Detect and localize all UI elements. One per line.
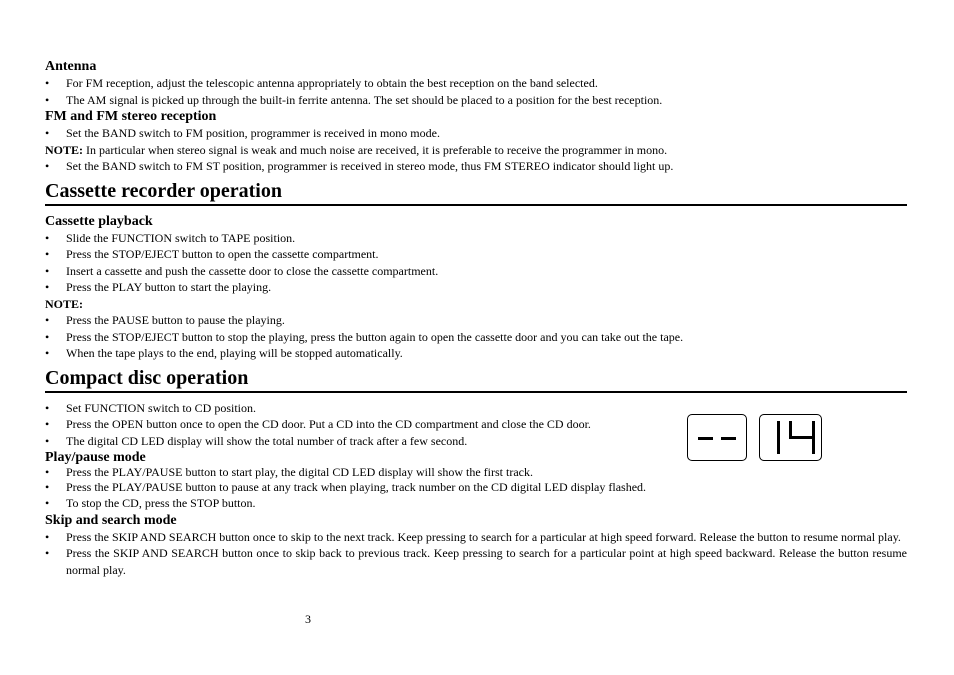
led-segment <box>812 421 815 454</box>
list-item: • Slide the FUNCTION switch to TAPE position. <box>45 230 907 247</box>
cd-led-display <box>687 414 823 463</box>
page-number: 3 <box>305 612 311 626</box>
list-item: • Press the OPEN button once to open the CD door. Put a CD into the CD compartment and close the CD door. <box>45 416 907 433</box>
list-item: • Press the PLAY button to start the playing. <box>45 279 907 296</box>
note-label: NOTE: <box>45 296 84 311</box>
cassette-note <box>45 296 907 313</box>
list-item: • Press the STOP/EJECT button to stop the playing, press the button again to open the cassette door and you can take out the tape. <box>45 329 907 346</box>
manual-page <box>45 58 907 578</box>
list-item: • Press the STOP/EJECT button to open the cassette compartment. <box>45 246 907 263</box>
list-item: • The digital CD LED display will show the total number of track after a few second. <box>45 433 907 450</box>
cassette-section-title: Cassette recorder operation <box>45 179 907 206</box>
list-item: • Press the PLAY/PAUSE button to pause at any track when playing, track number on the CD digital LED display flashed. <box>45 479 907 495</box>
cassette-list <box>45 230 907 296</box>
cassette-note-list <box>45 312 907 362</box>
play-pause-heading: Play/pause mode <box>45 450 146 465</box>
note-text: In particular when stereo signal is weak and much noise are received, it is preferable to receive the programmer in mono. <box>83 142 668 157</box>
list-item: • When the tape plays to the end, playing will be stopped automatically. <box>45 345 907 362</box>
fm-list-2 <box>45 158 907 175</box>
skip-search-list <box>45 529 907 579</box>
list-item: • Press the PAUSE button to pause the playing. <box>45 312 907 329</box>
led-dash-segment <box>721 437 736 440</box>
note-label: NOTE: <box>45 142 84 157</box>
list-item: • Set the BAND switch to FM ST position, programmer is received in stereo mode, thus FM STEREO indicator should light up. <box>45 158 907 175</box>
list-item: • The AM signal is picked up through the built-in ferrite antenna. The set should be placed to a position for the best reception. <box>45 92 907 109</box>
cassette-playback-heading: Cassette playback <box>45 213 153 229</box>
led-digit-box-right <box>759 414 822 461</box>
list-item: • Press the SKIP AND SEARCH button once to skip back to previous track. Keep pressing to search for a particular point at high speed backward. Release the button resume normal play. <box>45 545 907 578</box>
list-item: • For FM reception, adjust the telescopic antenna appropriately to obtain the best reception on the band selected. <box>45 75 907 92</box>
list-item: • Set FUNCTION switch to CD position. <box>45 400 907 417</box>
antenna-heading: Antenna <box>45 59 97 74</box>
play-pause-list <box>45 466 907 512</box>
fm-heading: FM and FM stereo reception <box>45 109 217 124</box>
led-digit-box-left <box>687 414 747 461</box>
list-item: • Press the SKIP AND SEARCH button once to skip to the next track. Keep pressing to search for a particular at high speed forward. Release the button to resume normal play. <box>45 529 907 546</box>
list-item: • Insert a cassette and push the cassette door to close the cassette compartment. <box>45 263 907 280</box>
list-item: • To stop the CD, press the STOP button. <box>45 495 907 512</box>
fm-list-1 <box>45 125 907 142</box>
led-segment <box>777 421 780 454</box>
skip-search-heading: Skip and search mode <box>45 512 177 528</box>
cd-section-title: Compact disc operation <box>45 366 907 393</box>
fm-note <box>45 142 907 159</box>
led-dash-segment <box>698 437 713 440</box>
antenna-list <box>45 75 907 108</box>
list-item: • Press the PLAY/PAUSE button to start play, the digital CD LED display will show the first track. <box>45 466 907 479</box>
list-item: • Set the BAND switch to FM position, programmer is received in mono mode. <box>45 125 907 142</box>
